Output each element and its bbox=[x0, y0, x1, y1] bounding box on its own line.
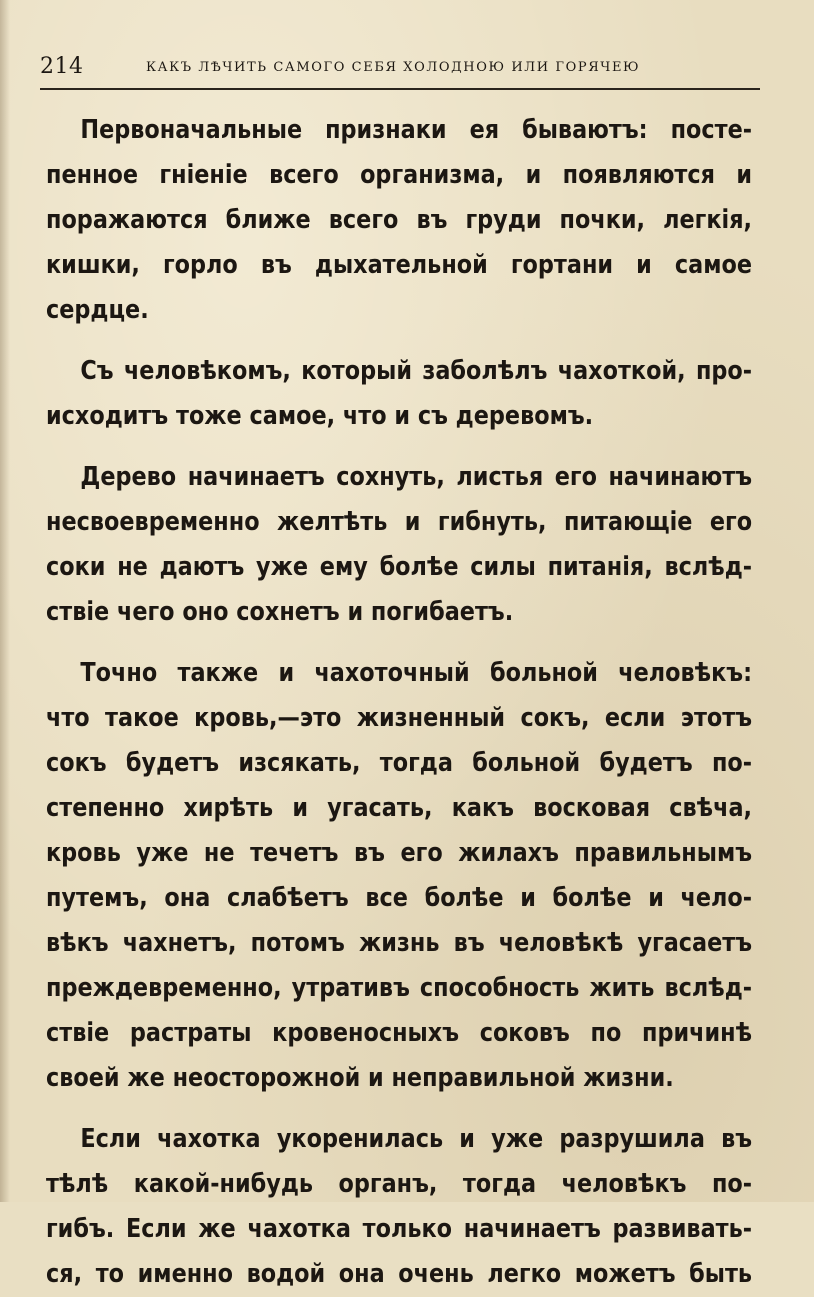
paragraph bbox=[46, 108, 752, 333]
text-line: кишки, горло въ дыхательной гортани и самое bbox=[46, 250, 753, 280]
text-line: исходитъ тоже самое, что и съ деревомъ. bbox=[46, 401, 594, 431]
text-line: сердце. bbox=[46, 295, 149, 325]
running-head: КАКЪ ЛѢЧИТЬ САМОГО СЕБЯ ХОЛОДНОЮ ИЛИ ГОРЯЧЕЮ bbox=[146, 60, 641, 75]
body-text bbox=[46, 108, 752, 1297]
text-line: тѣлѣ какой-нибудь органъ, тогда человѣкъ по- bbox=[46, 1169, 753, 1199]
paragraph bbox=[46, 349, 752, 439]
text-line: Если чахотка укоренилась и уже разрушила въ bbox=[80, 1124, 753, 1154]
text-line: гибъ. Если же чахотка только начинаетъ развивать- bbox=[46, 1214, 753, 1244]
text-line: степенно хирѣть и угасать, какъ восковая свѣча, bbox=[46, 793, 753, 823]
text-line: ствіе чего оно сохнетъ и погибаетъ. bbox=[46, 597, 514, 627]
text-line: своей же неосторожной и неправильной жизни. bbox=[46, 1063, 674, 1093]
text-line: Дерево начинаетъ сохнуть, листья его начинаютъ bbox=[80, 462, 753, 492]
paragraph bbox=[46, 651, 752, 1101]
text-line: Первоначальные признаки ея бываютъ: посте- bbox=[80, 115, 753, 145]
text-line: кровь уже не течетъ въ его жилахъ правильнымъ bbox=[46, 838, 753, 868]
text-line: поражаются ближе всего въ груди почки, легкія, bbox=[46, 205, 753, 235]
text-line: путемъ, она слабѣетъ все болѣе и болѣе и чело- bbox=[46, 883, 753, 913]
text-line: сокъ будетъ изсякать, тогда больной будетъ по- bbox=[46, 748, 753, 778]
text-line: Точно также и чахоточный больной человѣкъ: bbox=[80, 658, 753, 688]
page-edge-shadow bbox=[0, 0, 10, 1202]
text-line: ствіе растраты кровеносныхъ соковъ по причинѣ bbox=[46, 1018, 753, 1048]
text-line: несвоевременно желтѣть и гибнуть, питающіе его bbox=[46, 507, 753, 537]
text-line: пенное гніеніе всего организма, и появляются и bbox=[46, 160, 753, 190]
text-line: Съ человѣкомъ, который заболѣлъ чахоткой, про- bbox=[80, 356, 753, 386]
page-header bbox=[40, 50, 760, 84]
text-line: что такое кровь,—это жизненный сокъ, если этотъ bbox=[46, 703, 753, 733]
header-rule bbox=[40, 88, 760, 90]
paragraph bbox=[46, 1117, 752, 1297]
text-line: преждевременно, утративъ способность жить вслѣд- bbox=[46, 973, 753, 1003]
paragraph bbox=[46, 455, 752, 635]
text-line: вѣкъ чахнетъ, потомъ жизнь въ человѣкѣ угасаетъ bbox=[46, 928, 753, 958]
page-number: 214 bbox=[40, 54, 84, 79]
text-line: соки не даютъ уже ему болѣе силы питанія, вслѣд- bbox=[46, 552, 753, 582]
text-line: ся, то именно водой она очень легко можетъ быть bbox=[46, 1259, 753, 1289]
